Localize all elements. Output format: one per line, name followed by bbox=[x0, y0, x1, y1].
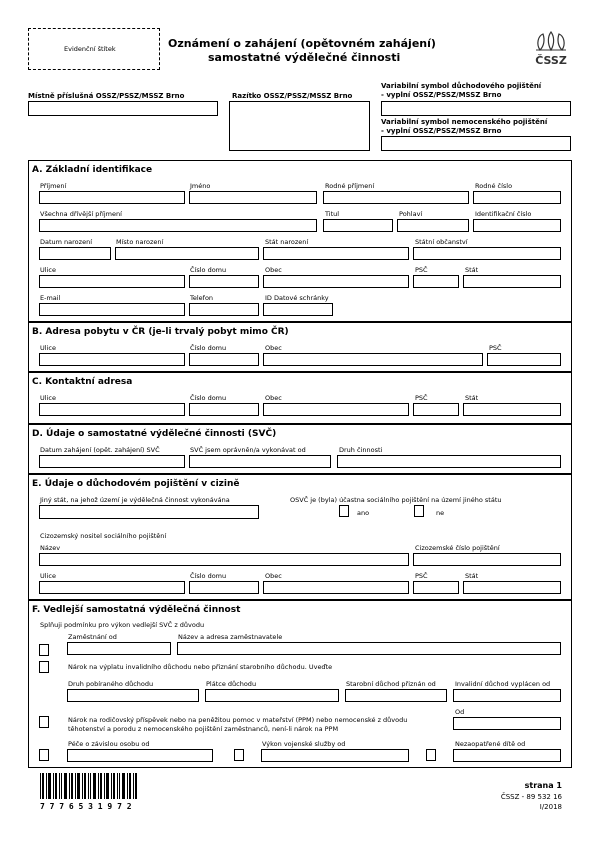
field-jiny-stat[interactable] bbox=[39, 505, 259, 519]
label-a-psc: PSČ bbox=[415, 266, 428, 274]
local-office-field[interactable] bbox=[28, 101, 218, 116]
label-jmeno: Jméno bbox=[190, 182, 211, 190]
stamp-office-label: Razítko OSSZ/PSSZ/MSSZ Brno bbox=[232, 92, 353, 100]
vs-sickness-field[interactable] bbox=[381, 136, 571, 151]
label-druh-cinnosti: Druh činnosti bbox=[339, 446, 383, 454]
field-titul[interactable] bbox=[323, 219, 393, 232]
label-email: E-mail bbox=[40, 294, 61, 302]
label-narok-invalidni: Nárok na výplatu invalidního důchodu nebo přiznání starobního důchodu. Uveďte bbox=[68, 663, 333, 671]
label-ppm-od: Od bbox=[455, 708, 465, 716]
barcode bbox=[40, 773, 138, 799]
label-e-cislo-domu: Číslo domu bbox=[190, 572, 227, 580]
form-title-line1: Oznámení o zahájení (opětovném zahájení) bbox=[168, 37, 436, 50]
label-e-psc: PSČ bbox=[415, 572, 428, 580]
field-vsechna-prijmeni[interactable] bbox=[39, 219, 317, 232]
label-ic: Identifikační číslo bbox=[475, 210, 532, 218]
field-nezaopatrene[interactable] bbox=[453, 749, 561, 762]
field-zamestnani-od[interactable] bbox=[67, 642, 171, 655]
checkbox-invalidni[interactable] bbox=[39, 661, 49, 673]
field-e-ulice[interactable] bbox=[39, 581, 185, 594]
vs-sickness-label-2: - vyplní OSSZ/PSSZ/MSSZ Brno bbox=[381, 127, 502, 135]
label-platce-duchodu: Plátce důchodu bbox=[206, 680, 257, 688]
field-datova-schranka[interactable] bbox=[263, 303, 333, 316]
checkbox-zamestnani[interactable] bbox=[39, 644, 49, 656]
label-ppm-line2: těhotenství a porodu z nemocenského pojištění zaměstnanců, není-li nárok na PPM bbox=[68, 725, 339, 733]
form-title-line2: samostatné výdělečné činnosti bbox=[208, 51, 401, 64]
checkbox-e-ne[interactable] bbox=[414, 505, 424, 517]
label-ppm-line1: Nárok na rodičovský příspěvek nebo na peněžitou pomoc v mateřství (PPM) nebo nemocenské z důvodu bbox=[68, 716, 408, 724]
field-pohlavi[interactable] bbox=[397, 219, 469, 232]
label-invalidni-vyplacen: Invalidní důchod vyplácen od bbox=[455, 680, 551, 688]
checkbox-vojenska[interactable] bbox=[234, 749, 244, 761]
section-b-title: B. Adresa pobytu v ČR (je-li trvalý pobyt mimo ČR) bbox=[32, 327, 289, 337]
checkbox-nezaopatrene[interactable] bbox=[426, 749, 436, 761]
label-e-stat: Stát bbox=[465, 572, 479, 580]
form-version: I/2018 bbox=[539, 803, 562, 811]
evidence-stamp-label: Evidenční štítek bbox=[64, 45, 116, 53]
label-e-nazev: Název bbox=[40, 544, 61, 552]
label-datum-zahajeni: Datum zahájení (opět. zahájení) SVČ bbox=[40, 446, 160, 454]
vs-pension-field[interactable] bbox=[381, 101, 571, 116]
field-email[interactable] bbox=[39, 303, 185, 316]
field-b-psc[interactable] bbox=[487, 353, 561, 366]
label-a-obec: Obec bbox=[265, 266, 282, 274]
section-a-title: A. Základní identifikace bbox=[32, 165, 153, 175]
field-c-obec[interactable] bbox=[263, 403, 409, 416]
label-a-cislo-domu: Číslo domu bbox=[190, 266, 227, 274]
field-c-stat[interactable] bbox=[463, 403, 561, 416]
label-stat-narozeni: Stát narození bbox=[265, 238, 309, 246]
label-druh-duchodu: Druh pobíraného důchodu bbox=[68, 680, 154, 688]
local-office-label: Místně příslušná OSSZ/PSSZ/MSSZ Brno bbox=[28, 92, 185, 100]
label-b-cislo-domu: Číslo domu bbox=[190, 344, 227, 352]
field-cizozemske-cislo[interactable] bbox=[413, 553, 561, 566]
label-titul: Titul bbox=[325, 210, 340, 218]
field-a-psc[interactable] bbox=[413, 275, 459, 288]
barcode-number: 7 7 7 6 5 3 1 9 7 2 bbox=[40, 802, 132, 811]
checkbox-ppm[interactable] bbox=[39, 716, 49, 728]
label-starobni-priznan: Starobní důchod přiznán od bbox=[346, 680, 436, 688]
field-starobni-priznan[interactable] bbox=[345, 689, 447, 702]
label-c-obec: Obec bbox=[265, 394, 282, 402]
field-invalidni-vyplacen[interactable] bbox=[453, 689, 561, 702]
label-nezaopatrene: Nezaopatřené dítě od bbox=[455, 740, 526, 748]
label-osvc-question: OSVČ je (byla) účastna sociálního pojištění na území jiného státu bbox=[290, 496, 502, 504]
field-pece[interactable] bbox=[67, 749, 213, 762]
label-c-psc: PSČ bbox=[415, 394, 428, 402]
checkbox-pece[interactable] bbox=[39, 749, 49, 761]
label-b-obec: Obec bbox=[265, 344, 282, 352]
field-e-psc[interactable] bbox=[413, 581, 459, 594]
label-e-ne: ne bbox=[436, 509, 445, 517]
field-b-cislo-domu[interactable] bbox=[189, 353, 259, 366]
field-misto-narozeni[interactable] bbox=[115, 247, 259, 260]
label-cizozemske-cislo: Cizozemské číslo pojištění bbox=[415, 544, 500, 552]
field-obcanstvi[interactable] bbox=[413, 247, 561, 260]
page-number: strana 1 bbox=[524, 781, 562, 790]
field-rodne-cislo[interactable] bbox=[473, 191, 561, 204]
label-a-ulice: Ulice bbox=[40, 266, 56, 274]
cssz-logo-text: ČSSZ bbox=[535, 54, 567, 67]
field-e-nazev[interactable] bbox=[39, 553, 409, 566]
field-stat-narozeni[interactable] bbox=[263, 247, 409, 260]
label-jiny-stat: Jiný stát, na jehož území je výdělečná činnost vykonávána bbox=[40, 496, 230, 504]
field-rodne-prijmeni[interactable] bbox=[323, 191, 469, 204]
section-c-title: C. Kontaktní adresa bbox=[32, 377, 133, 387]
field-svc-opravnen[interactable] bbox=[189, 455, 331, 468]
barcode-icon bbox=[40, 773, 138, 799]
label-svc-opravnen: SVČ jsem oprávněn/a vykonávat od bbox=[190, 446, 306, 454]
label-vsechna-prijmeni: Všechna dřívější příjmení bbox=[40, 210, 122, 218]
section-f-title: F. Vedlejší samostatná výdělečná činnost bbox=[32, 605, 241, 615]
stamp-office-field[interactable] bbox=[229, 101, 370, 151]
field-ic[interactable] bbox=[473, 219, 561, 232]
field-jmeno[interactable] bbox=[189, 191, 317, 204]
label-b-ulice: Ulice bbox=[40, 344, 56, 352]
vs-sickness-label-1: Variabilní symbol nemocenského pojištění bbox=[381, 118, 548, 126]
label-pece: Péče o závislou osobu od bbox=[68, 740, 150, 748]
label-e-ulice: Ulice bbox=[40, 572, 56, 580]
field-a-cislo-domu[interactable] bbox=[189, 275, 259, 288]
label-obcanstvi: Státní občanství bbox=[415, 238, 468, 246]
label-nazev-zamestnavatele: Název a adresa zaměstnavatele bbox=[178, 633, 283, 641]
field-c-psc[interactable] bbox=[413, 403, 459, 416]
field-datum-narozeni[interactable] bbox=[39, 247, 111, 260]
section-e-title: E. Údaje o důchodovém pojištění v cizině bbox=[32, 479, 240, 489]
vs-pension-label-1: Variabilní symbol důchodového pojištění bbox=[381, 82, 542, 90]
field-druh-duchodu[interactable] bbox=[67, 689, 199, 702]
field-b-obec[interactable] bbox=[263, 353, 483, 366]
cssz-logo-icon bbox=[530, 30, 572, 54]
field-b-ulice[interactable] bbox=[39, 353, 185, 366]
field-e-cislo-domu[interactable] bbox=[189, 581, 259, 594]
field-ppm-od[interactable] bbox=[453, 717, 561, 730]
label-e-obec: Obec bbox=[265, 572, 282, 580]
label-b-psc: PSČ bbox=[489, 344, 502, 352]
label-a-stat: Stát bbox=[465, 266, 479, 274]
cssz-logo bbox=[530, 30, 572, 70]
label-rodne-prijmeni: Rodné příjmení bbox=[325, 182, 375, 190]
field-c-ulice[interactable] bbox=[39, 403, 185, 416]
field-a-obec[interactable] bbox=[263, 275, 409, 288]
label-c-cislo-domu: Číslo domu bbox=[190, 394, 227, 402]
label-rodne-cislo: Rodné číslo bbox=[475, 182, 513, 190]
label-datum-narozeni: Datum narození bbox=[40, 238, 92, 246]
label-misto-narozeni: Místo narození bbox=[116, 238, 164, 246]
label-telefon: Telefon bbox=[190, 294, 214, 302]
field-e-stat[interactable] bbox=[463, 581, 561, 594]
label-splnuji: Splňuji podmínku pro výkon vedlejší SVČ z důvodu bbox=[40, 621, 205, 629]
label-zamestnani-od: Zaměstnání od bbox=[68, 633, 117, 641]
vs-pension-label-2: - vyplní OSSZ/PSSZ/MSSZ Brno bbox=[381, 91, 502, 99]
field-a-stat[interactable] bbox=[463, 275, 561, 288]
label-vojenska: Výkon vojenské služby od bbox=[262, 740, 346, 748]
field-vojenska[interactable] bbox=[261, 749, 409, 762]
field-telefon[interactable] bbox=[189, 303, 259, 316]
field-platce-duchodu[interactable] bbox=[205, 689, 339, 702]
section-d-title: D. Údaje o samostatné výdělečné činnosti (SVČ) bbox=[32, 429, 277, 439]
label-nositel: Cizozemský nositel sociálního pojištění bbox=[40, 532, 167, 540]
field-nazev-zamestnavatele[interactable] bbox=[177, 642, 561, 655]
label-c-stat: Stát bbox=[465, 394, 479, 402]
form-code: ČSSZ - 89 532 16 bbox=[500, 793, 562, 801]
field-a-ulice[interactable] bbox=[39, 275, 185, 288]
field-prijmeni[interactable] bbox=[39, 191, 185, 204]
label-e-ano: ano bbox=[357, 509, 370, 517]
label-datova-schranka: ID Datové schránky bbox=[265, 294, 329, 302]
label-pohlavi: Pohlaví bbox=[399, 210, 423, 218]
field-e-obec[interactable] bbox=[263, 581, 409, 594]
label-prijmeni: Příjmení bbox=[40, 182, 67, 190]
field-druh-cinnosti[interactable] bbox=[337, 455, 561, 468]
label-c-ulice: Ulice bbox=[40, 394, 56, 402]
field-c-cislo-domu[interactable] bbox=[189, 403, 259, 416]
checkbox-e-ano[interactable] bbox=[339, 505, 349, 517]
field-datum-zahajeni[interactable] bbox=[39, 455, 185, 468]
